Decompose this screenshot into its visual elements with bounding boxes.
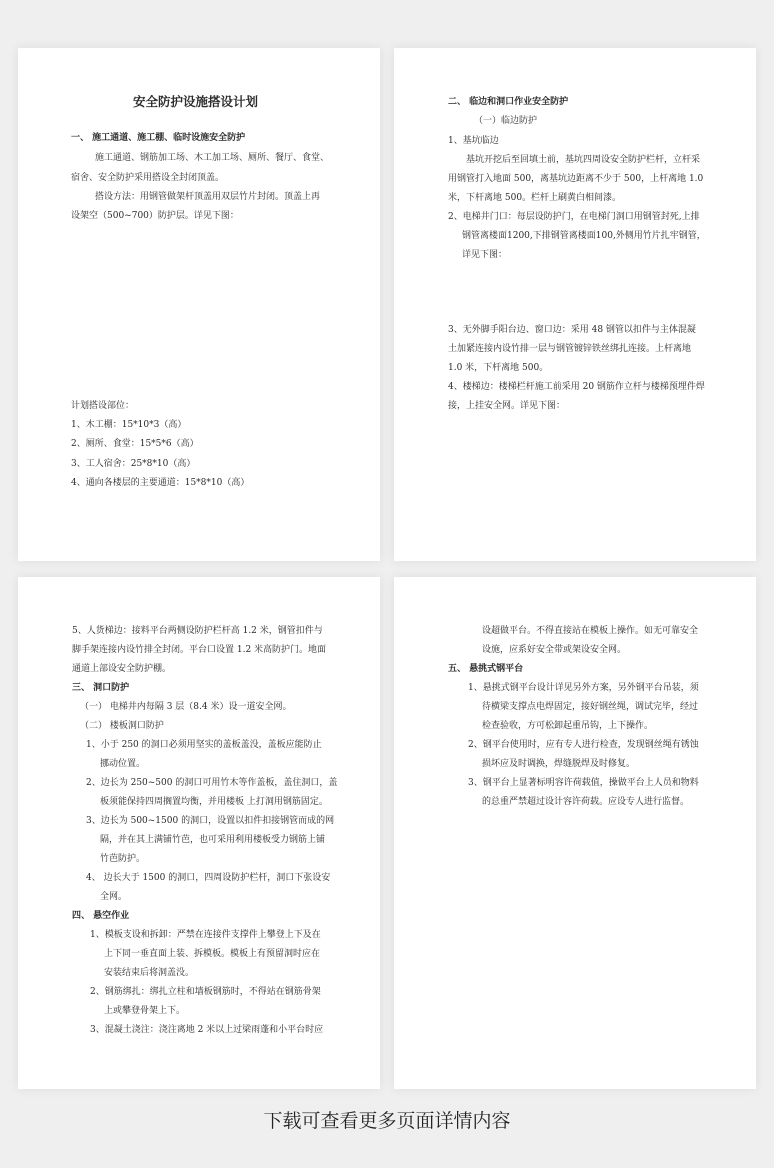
list-item: 3、钢平台上显著标明容许荷载值，操做平台上人员和物料: [468, 778, 699, 788]
paragraph-line: 1.0 米，下杆离地 500。: [448, 363, 549, 373]
document-page-3: [18, 577, 380, 1089]
section-heading: 一、 施工通道、施工棚、临时设施安全防护: [71, 133, 246, 143]
paragraph-line: 米，下杆离地 500。栏杆上刷黄白相间漆。: [448, 193, 622, 203]
paragraph-line: 钢管离楼面1200,下排钢管离楼面100,外侧用竹片扎牢钢管，: [462, 231, 706, 241]
paragraph-line: 土加紧连接内设竹排一层与钢管镀锌铁丝绑扎连接。上杆离地: [448, 344, 692, 354]
section-heading: 二、 临边和洞口作业安全防护: [448, 97, 569, 107]
section-heading: 三、 洞口防护: [72, 683, 130, 693]
list-item: 1、悬挑式钢平台设计详见另外方案，另外钢平台吊装，须: [468, 683, 699, 693]
list-item: 2、边长为 250~500 的洞口可用竹木等作盖板，盖住洞口，盖: [86, 778, 338, 788]
list-item: 4、 边长大于 1500 的洞口，四周设防护栏杆，洞口下张设安: [86, 873, 331, 883]
list-item: 3、混凝土浇注：浇注离地 2 米以上过梁雨蓬和小平台时应: [90, 1025, 324, 1035]
paragraph-line: 通道上部设安全防护棚。: [72, 664, 172, 674]
paragraph-line: 接，上挂安全网。详见下图：: [448, 401, 566, 411]
paragraph-line: 1、基坑临边: [448, 136, 499, 146]
paragraph-line: 详见下图：: [462, 250, 508, 260]
paragraph-line: 计划搭设部位：: [71, 401, 135, 411]
paragraph-line: 宿舍、安全防护采用搭设全封闭顶盖。: [71, 173, 225, 183]
paragraph-line: 3、无外脚手阳台边、窗口边：采用 48 钢管以扣件与主体混凝: [448, 325, 696, 335]
list-item: 2、钢筋绑扎：绑扎立柱和墙板钢筋时，不得站在钢筋骨架: [90, 987, 321, 997]
paragraph-line: 基坑开挖后至回填土前，基坑四周设安全防护栏杆，立杆采: [466, 155, 701, 165]
list-item: 挪动位置。: [100, 759, 146, 769]
paragraph-line: 2、电梯井门口：每层设防护门，在电梯门洞口用钢管封死,上排: [448, 212, 700, 222]
paragraph-line: 施工通道、钢筋加工场、木工加工场、厕所、餐厅、食堂、: [95, 153, 330, 163]
paragraph-line: （一） 电梯井内每隔 3 层（8.4 米）设一道安全网。: [80, 702, 292, 712]
list-item: 竹芭防护。: [100, 854, 146, 864]
list-item: 1、小于 250 的洞口必须用坚实的盖板盖没，盖板应能防止: [86, 740, 322, 750]
paragraph-line: 设超做平台。不得直接站在模板上操作。如无可靠安全: [482, 626, 699, 636]
section-heading: 四、 悬空作业: [72, 911, 130, 921]
list-item: 损坏应及时调换，焊缝脱焊及时修复。: [482, 759, 636, 769]
list-item: 2、钢平台使用时，应有专人进行检查，发现钢丝绳有锈蚀: [468, 740, 699, 750]
list-item: 全网。: [100, 892, 128, 902]
list-item: 的总重严禁超过设计容许荷载。应设专人进行监督。: [482, 797, 690, 807]
document-page-1: [18, 48, 380, 561]
sub-heading: （二） 楼板洞口防护: [80, 721, 164, 731]
sub-heading: （一）临边防护: [474, 116, 538, 126]
section-heading: 五、 悬挑式钢平台: [448, 664, 524, 674]
paragraph-line: 搭设方法：用钢管做架杆顶盖用双层竹片封闭。顶盖上再: [95, 192, 321, 202]
list-item: 上下同一垂直面上装、拆模板。模板上有预留洞时应在: [104, 949, 321, 959]
paragraph-line: 5、人货梯边：接料平台两侧设防护栏杆高 1.2 米，钢管扣件与: [72, 626, 323, 636]
paragraph-line: 用钢管打入地面 500，离基坑边距离不少于 500，上杆离地 1.0: [448, 174, 704, 184]
paragraph-line: 设架空（500~700）防护层。详见下图：: [71, 211, 239, 221]
list-item: 安装结束后将洞盖没。: [104, 968, 195, 978]
paragraph-line: 4、楼梯边：楼梯栏杆施工前采用 20 钢筋作立杆与楼梯预埋件焊: [448, 382, 705, 392]
list-item: 3、边长为 500~1500 的洞口，设置以扣件扣接钢管而成的网: [86, 816, 335, 826]
list-item: 1、木工棚：15*10*3（高）: [71, 420, 187, 430]
document-page-4: [394, 577, 756, 1089]
document-page-2: [394, 48, 756, 561]
list-item: 3、工人宿舍：25*8*10（高）: [71, 459, 196, 469]
page-title: 安全防护设施搭设计划: [133, 94, 259, 109]
download-prompt: 下载可查看更多页面详情内容: [263, 1110, 511, 1132]
list-item: 上或攀登骨架上下。: [104, 1006, 186, 1016]
list-item: 2、厕所、食堂：15*5*6（高）: [71, 439, 199, 449]
list-item: 隔，并在其上满铺竹芭，也可采用利用楼板受力钢筋上铺: [100, 835, 326, 845]
list-item: 检查验收，方可松卸起重吊钩，上下操作。: [482, 721, 654, 731]
list-item: 待横梁支撑点电焊固定，接好钢丝绳，调试完毕，经过: [482, 702, 699, 712]
list-item: 板须能保持四周搁置均衡，并用楼板 上打洞用钢筋固定。: [100, 797, 328, 807]
list-item: 4、通向各楼层的主要通道：15*8*10（高）: [71, 478, 250, 488]
paragraph-line: 脚手架连接内设竹排全封闭。平台口设置 1.2 米高防护门。地面: [72, 645, 327, 655]
paragraph-line: 设施，应系好安全带或架设安全网。: [482, 645, 627, 655]
list-item: 1、模板支设和拆卸：严禁在连接件支撑件上攀登上下及在: [90, 930, 321, 940]
